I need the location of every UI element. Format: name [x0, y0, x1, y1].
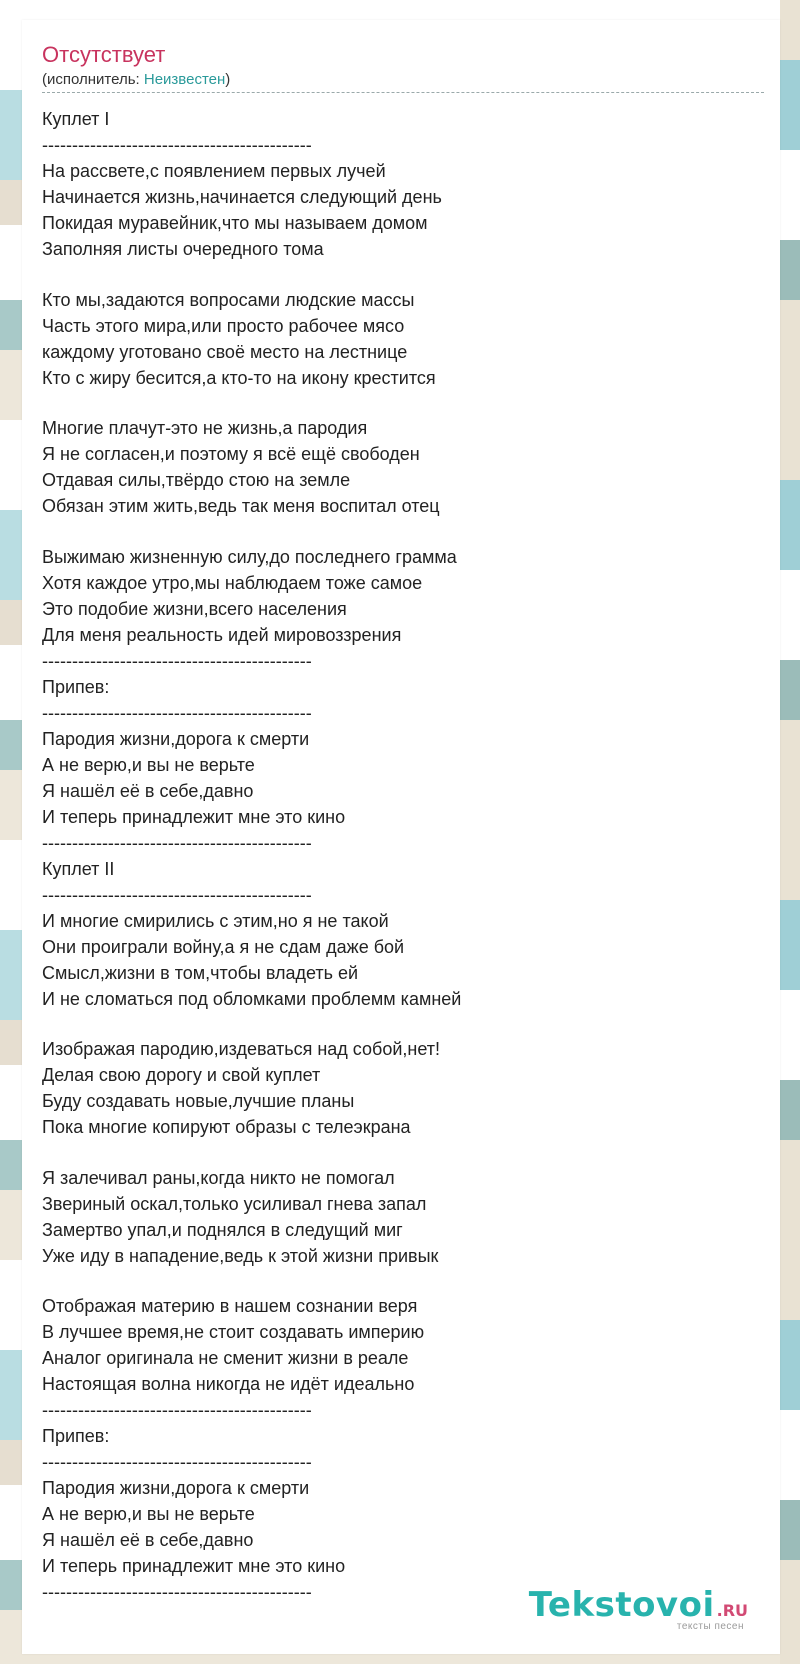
lyric-line: Припев:	[42, 1426, 110, 1446]
lyric-line: Обязан этим жить,ведь так меня воспитал отец	[42, 496, 440, 516]
lyric-line: ---------------------------------------------	[42, 135, 312, 155]
lyric-line	[42, 1012, 742, 1037]
lyric-line: Начинается жизнь,начинается следующий день	[42, 187, 442, 207]
lyric-line: Куплет II	[42, 858, 115, 879]
lyrics-page	[22, 20, 780, 1654]
lyric-line: Звериный оскал,только усиливал гнева запал	[42, 1193, 427, 1214]
lyric-line: ---------------------------------------------	[42, 1452, 312, 1472]
lyric-line: ---------------------------------------------	[42, 884, 312, 905]
lyric-line: Смысл,жизни в том,чтобы владеть ей	[42, 962, 359, 983]
lyric-line: Покидая муравейник,что мы называем домом	[42, 213, 428, 233]
lyric-line	[42, 262, 742, 287]
lyric-line	[42, 519, 742, 544]
lyric-line: Изображая пародию,издеваться над собой,нет!	[42, 1039, 440, 1059]
artist-suffix: )	[225, 71, 231, 88]
song-title: Отсутствует	[42, 42, 166, 67]
lyric-line: И теперь принадлежит мне это кино	[42, 1556, 346, 1576]
artist-link[interactable]: Неизвестен	[143, 71, 226, 88]
lyrics-text	[42, 106, 742, 1605]
lyric-line: Они проиграли войну,а я не сдам даже бой	[42, 936, 405, 957]
lyric-line	[42, 1269, 742, 1294]
lyric-line: Выжимаю жизненную силу,до последнего грамма	[42, 546, 457, 567]
lyric-line: Пока многие копируют образы с телеэкрана	[42, 1117, 411, 1137]
lyric-line: Я не согласен,и поэтому я всё ещё свободен	[42, 444, 420, 464]
logo-tagline: тексты песен	[676, 1621, 744, 1632]
lyric-line: Пародия жизни,дорога к смерти	[42, 1478, 310, 1498]
lyric-line: ---------------------------------------------	[42, 1582, 312, 1602]
lyric-line	[42, 1140, 742, 1165]
logo-tld: .RU	[716, 1601, 748, 1620]
lyric-line: Пародия жизни,дорога к смерти	[42, 728, 310, 749]
lyric-line: Куплет I	[42, 109, 110, 129]
lyric-line: Уже иду в нападение,ведь к этой жизни привык	[42, 1245, 439, 1266]
lyric-line: Это подобие жизни,всего населения	[42, 598, 347, 619]
logo-name: Tekstovoi	[528, 1585, 715, 1625]
lyric-line: ---------------------------------------------	[42, 832, 312, 853]
lyric-line: Я нашёл её в себе,давно	[42, 1530, 254, 1550]
lyric-line: Настоящая волна никогда не идёт идеально	[42, 1374, 415, 1394]
lyric-line: Кто мы,задаются вопросами людские массы	[42, 289, 415, 310]
lyric-line: Я нашёл её в себе,давно	[42, 780, 254, 801]
lyric-line	[42, 391, 742, 416]
lyric-line: А не верю,и вы не верьте	[42, 1504, 255, 1524]
lyric-line: Отображая материю в нашем сознании веря	[42, 1296, 418, 1316]
lyric-line: Кто с жиру бесится,а кто-то на икону крестится	[42, 367, 436, 388]
lyric-line: Для меня реальность идей мировоззрения	[42, 624, 402, 645]
lyric-line: Отдавая силы,твёрдо стою на земле	[42, 470, 351, 490]
lyric-line: Хотя каждое утро,мы наблюдаем тоже самое	[42, 572, 423, 593]
lyric-line: И теперь принадлежит мне это кино	[42, 806, 346, 827]
lyric-line: Я залечивал раны,когда никто не помогал	[42, 1167, 395, 1188]
lyric-line: А не верю,и вы не верьте	[42, 754, 255, 775]
lyric-line: На рассвете,с появлением первых лучей	[42, 161, 386, 181]
lyric-line: В лучшее время,не стоит создавать империю	[42, 1322, 425, 1342]
lyric-line: Буду создавать новые,лучшие планы	[42, 1091, 355, 1111]
header-divider	[42, 92, 764, 93]
lyric-line: ---------------------------------------------	[42, 650, 312, 671]
artist-prefix: (исполнитель:	[42, 71, 144, 88]
site-logo[interactable]	[529, 1587, 748, 1632]
lyric-line: ---------------------------------------------	[42, 1400, 312, 1420]
lyric-line: Делая свою дорогу и свой куплет	[42, 1065, 321, 1085]
lyric-line: Многие плачут-это не жизнь,а пародия	[42, 418, 368, 438]
lyric-line: Замертво упал,и поднялся в следущий миг	[42, 1219, 403, 1240]
lyric-line: каждому уготовано своё место на лестнице	[42, 341, 408, 362]
lyric-line: Часть этого мира,или просто рабочее мясо	[42, 315, 405, 336]
lyric-line: Припев:	[42, 676, 110, 697]
lyric-line: И многие смирились с этим,но я не такой	[42, 910, 389, 931]
lyric-line: Аналог оригинала не сменит жизни в реале	[42, 1348, 409, 1368]
background-stripes	[780, 0, 800, 1664]
lyric-line: И не сломаться под обломками проблемм камней	[42, 988, 462, 1009]
lyric-line: Заполняя листы очередного тома	[42, 239, 324, 259]
artist-line	[42, 71, 230, 88]
lyric-line: ---------------------------------------------	[42, 702, 312, 723]
